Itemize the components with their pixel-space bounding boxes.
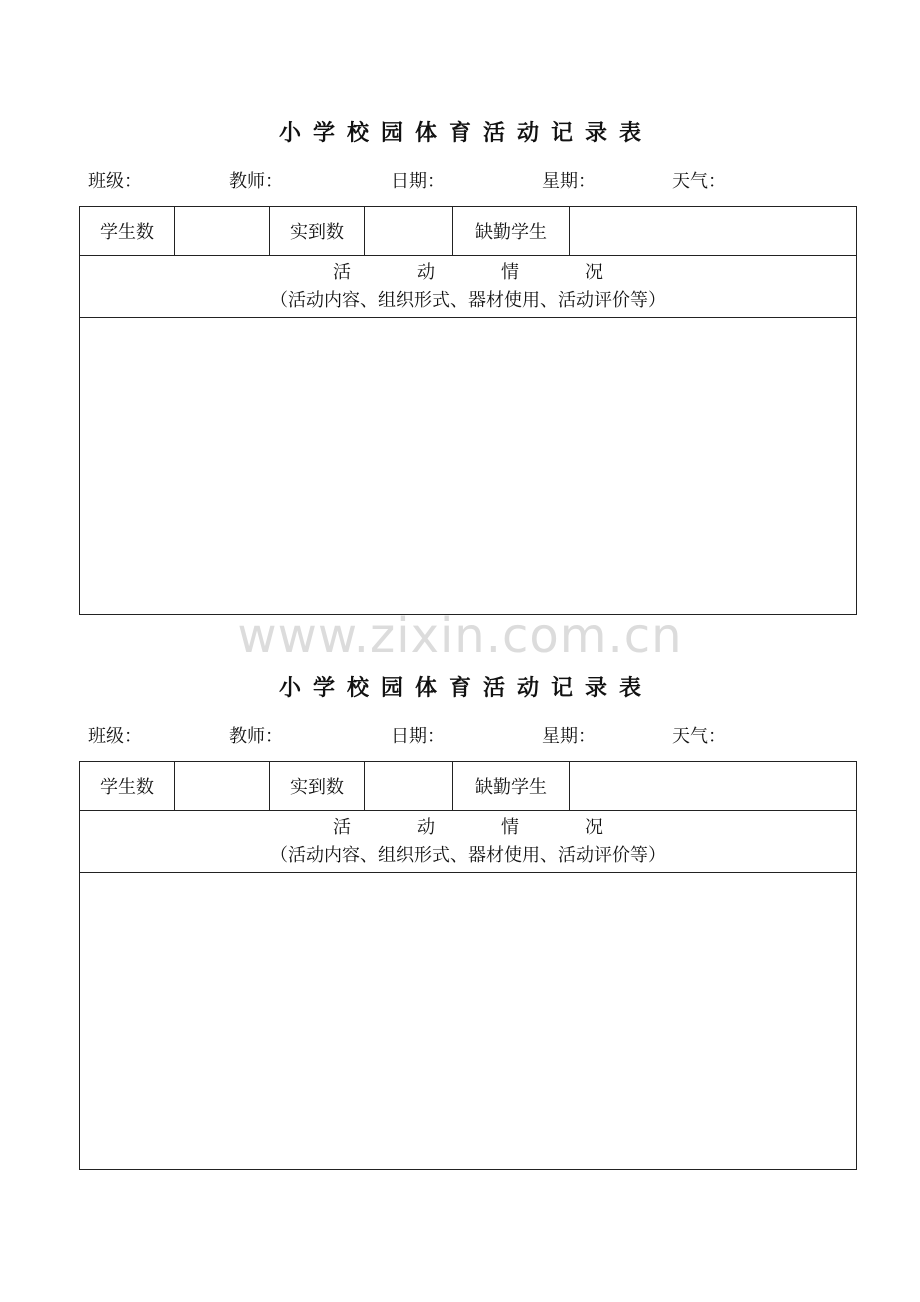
- weather-label: 天气：: [672, 171, 726, 192]
- watermark-text: www.zixin.com.cn: [237, 608, 683, 664]
- present-count-field[interactable]: [365, 762, 453, 811]
- student-count-field[interactable]: [175, 207, 270, 256]
- form-header-fields: [88, 168, 848, 196]
- form-title: 小学校园体育活动记录表: [278, 676, 653, 701]
- activity-heading-char: 情: [501, 261, 519, 283]
- date-label: 日期：: [391, 726, 445, 747]
- activity-heading-char: 况: [585, 261, 603, 283]
- activity-heading-row: [80, 811, 857, 873]
- activity-content-field[interactable]: [80, 873, 857, 1170]
- absent-students-label: 缺勤学生: [453, 762, 570, 811]
- activity-heading-char: 活: [333, 816, 351, 838]
- weekday-label: 星期：: [542, 726, 596, 747]
- activity-heading-char: 况: [585, 816, 603, 838]
- date-label: 日期：: [391, 171, 445, 192]
- present-count-field[interactable]: [365, 207, 453, 256]
- student-count-label: 学生数: [80, 207, 175, 256]
- student-count-label: 学生数: [80, 762, 175, 811]
- record-table: [79, 206, 857, 615]
- absent-students-label: 缺勤学生: [453, 207, 570, 256]
- weekday-label: 星期：: [542, 171, 596, 192]
- activity-heading-row: [80, 256, 857, 318]
- record-table: [79, 761, 857, 1170]
- activity-heading: [80, 814, 856, 842]
- activity-heading-char: 情: [501, 816, 519, 838]
- activity-heading-char: 活: [333, 261, 351, 283]
- class-label: 班级：: [88, 171, 142, 192]
- teacher-label: 教师：: [229, 171, 283, 192]
- stats-row: [80, 762, 857, 811]
- present-count-label: 实到数: [270, 207, 365, 256]
- activity-content-row: [80, 318, 857, 615]
- activity-heading: [80, 259, 856, 287]
- activity-heading-cell: [80, 811, 857, 873]
- form-header-fields: [88, 723, 848, 751]
- activity-subheading: （活动内容、组织形式、器材使用、活动评价等）: [270, 844, 666, 866]
- teacher-label: 教师：: [229, 726, 283, 747]
- absent-students-field[interactable]: [570, 207, 857, 256]
- form-title: 小学校园体育活动记录表: [278, 121, 653, 146]
- activity-heading-char: 动: [417, 816, 435, 838]
- activity-subheading: （活动内容、组织形式、器材使用、活动评价等）: [270, 289, 666, 311]
- activity-content-row: [80, 873, 857, 1170]
- class-label: 班级：: [88, 726, 142, 747]
- weather-label: 天气：: [672, 726, 726, 747]
- absent-students-field[interactable]: [570, 762, 857, 811]
- activity-heading-char: 动: [417, 261, 435, 283]
- activity-heading-cell: [80, 256, 857, 318]
- stats-row: [80, 207, 857, 256]
- activity-content-field[interactable]: [80, 318, 857, 615]
- present-count-label: 实到数: [270, 762, 365, 811]
- student-count-field[interactable]: [175, 762, 270, 811]
